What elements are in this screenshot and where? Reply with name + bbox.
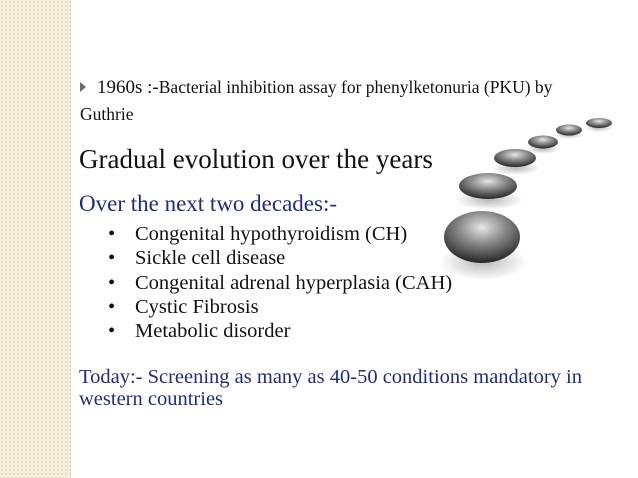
list-item: • Sickle cell disease (108, 246, 452, 270)
list-item: • Congenital hypothyroidism (CH) (108, 222, 452, 246)
stones (444, 118, 612, 263)
stone-smallest (586, 118, 612, 128)
assay-text: Bacterial inhibition assay for phenylketonuria (PKU) by (158, 77, 553, 97)
decades-subheading: Over the next two decades:- (79, 191, 338, 216)
list-item: • Congenital adrenal hyperplasia (CAH) (108, 271, 452, 295)
list-item: • Cystic Fibrosis (108, 295, 452, 319)
today-statement: Today:- Screening as many as 40-50 conditions mandatory in western countries (79, 366, 582, 410)
stone-medium (459, 173, 517, 199)
assay-text-continued: Guthrie (80, 104, 134, 124)
conditions-list (108, 222, 452, 343)
pku-assay-line (80, 77, 552, 99)
list-item: • Metabolic disorder (108, 319, 452, 343)
stone-small (494, 149, 536, 167)
slide-heading: Gradual evolution over the years (79, 144, 433, 174)
arrow-bullet-icon (80, 82, 86, 92)
stone-large (444, 211, 520, 263)
stone-tiny (556, 125, 582, 136)
stone-smaller (528, 136, 558, 149)
year-label: 1960s :- (97, 77, 159, 98)
